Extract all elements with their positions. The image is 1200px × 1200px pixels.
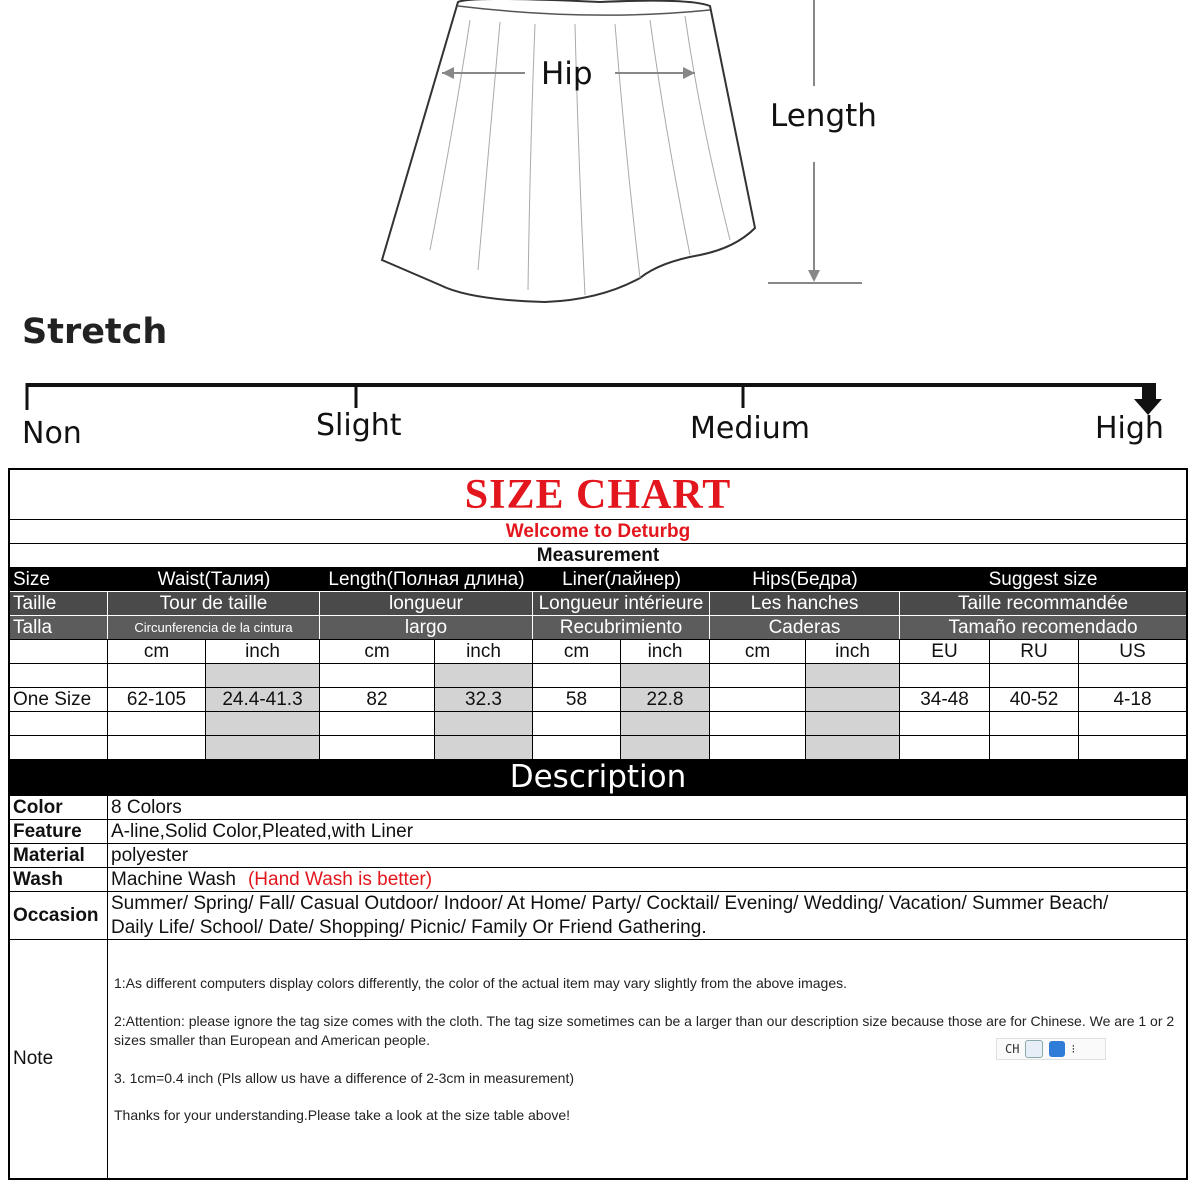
header-size: Size <box>13 568 50 590</box>
table-row <box>10 664 1186 688</box>
header-taille: Taille <box>10 592 108 615</box>
wash-label: Wash <box>10 868 108 891</box>
skirt-illustration <box>0 0 1200 310</box>
header-caderas: Caderas <box>710 616 900 639</box>
measurement-label: Measurement <box>10 544 1186 568</box>
ime-language-label[interactable]: CH <box>1005 1042 1020 1056</box>
chart-title: SIZE CHART <box>10 470 1186 520</box>
unit-cell: US <box>1119 640 1146 662</box>
description-row-occasion <box>10 892 1186 940</box>
description-row-color <box>10 796 1186 820</box>
occasion-line-1: Summer/ Spring/ Fall/ Casual Outdoor/ Indoor/ At Home/ Party/ Cocktail/ Evening/ Wedding/ Vacation/ Summer Beach/ <box>111 892 1109 914</box>
header-waist: Waist(Талия) <box>157 568 271 590</box>
units-row <box>10 640 1186 664</box>
unit-cell: inch <box>435 640 533 663</box>
stretch-high: High <box>1095 411 1164 446</box>
hips-inch <box>806 688 900 711</box>
unit-cell: inch <box>206 640 320 663</box>
feature-label: Feature <box>10 820 108 843</box>
header-row-french <box>10 592 1186 616</box>
occasion-cell <box>108 892 1186 939</box>
description-header: Description <box>10 760 1186 796</box>
size-value: One Size <box>10 688 108 711</box>
color-value: 8 Colors <box>111 796 182 818</box>
stretch-medium: Medium <box>690 411 810 446</box>
waist-cm: 62-105 <box>108 688 206 711</box>
table-row <box>10 736 1186 760</box>
unit-cell: cm <box>533 640 621 663</box>
occasion-label: Occasion <box>10 892 108 939</box>
material-value: polyester <box>111 844 189 866</box>
waist-inch: 24.4-41.3 <box>206 688 320 711</box>
liner-inch: 22.8 <box>621 688 710 711</box>
ime-toolbar[interactable] <box>996 1038 1106 1060</box>
liner-cm: 58 <box>533 688 621 711</box>
header-largo: largo <box>320 616 533 639</box>
note-line-4: Thanks for your understanding.Please take a look at the size table above! <box>114 1107 571 1123</box>
unit-cell: cm <box>320 640 435 663</box>
color-label: Color <box>10 796 108 819</box>
note-line-1: 1:As different computers display colors differently, the color of the actual item may vary slightly from the above images. <box>114 975 848 991</box>
header-longueur: longueur <box>320 592 533 615</box>
feature-value: A-line,Solid Color,Pleated,with Liner <box>111 820 414 842</box>
hips-cm <box>710 688 806 711</box>
stretch-title: Stretch <box>22 312 168 352</box>
header-suggest: Suggest size <box>988 568 1098 590</box>
description-row-material <box>10 844 1186 868</box>
unit-cell: EU <box>900 640 990 663</box>
note-line-3: 3. 1cm=0.4 inch (Pls allow us have a difference of 2-3cm in measurement) <box>114 1070 575 1086</box>
description-row-wash <box>10 868 1186 892</box>
table-row <box>10 712 1186 736</box>
length-label: Length <box>770 98 877 134</box>
header-les-hanches: Les hanches <box>710 592 900 615</box>
unit-cell: inch <box>621 640 710 663</box>
length-cm: 82 <box>320 688 435 711</box>
header-tamano: Tamaño recomendado <box>948 616 1138 638</box>
header-row-english <box>10 568 1186 592</box>
skirt-outline <box>382 0 755 302</box>
length-inch: 32.3 <box>435 688 533 711</box>
stretch-non: Non <box>22 416 82 451</box>
header-recubrimiento: Recubrimiento <box>533 616 710 639</box>
note-label: Note <box>10 940 108 1178</box>
header-circunferencia: Circunferencia de la cintura <box>108 616 320 639</box>
chevron-down-icon[interactable]: ⁝ <box>1071 1042 1076 1056</box>
wash-value: Machine Wash <box>111 868 236 890</box>
header-hips: Hips(Бедра) <box>752 568 858 590</box>
us-size: 4-18 <box>1113 688 1152 710</box>
wash-cell <box>108 868 1186 891</box>
note-line-2: 2:Attention: please ignore the tag size comes with the cloth. The tag size sometimes can be a larger than our description size because those are for Chinese. We are 1 or 2 sizes smaller than European and American people. <box>114 1013 1175 1048</box>
ru-size: 40-52 <box>990 688 1079 711</box>
unit-cell: cm <box>108 640 206 663</box>
header-length: Length(Полная длина) <box>328 568 525 590</box>
wash-note: (Hand Wash is better) <box>247 868 433 890</box>
stretch-scale <box>0 370 1200 460</box>
unit-cell: RU <box>990 640 1079 663</box>
hip-label: Hip <box>541 56 593 92</box>
occasion-line-2: Daily Life/ School/ Date/ Shopping/ Picnic/ Family Or Friend Gathering. <box>111 916 707 938</box>
material-label: Material <box>10 844 108 867</box>
description-row-feature <box>10 820 1186 844</box>
stretch-slight: Slight <box>316 408 402 443</box>
table-row-one-size <box>10 688 1186 712</box>
header-tour-de-taille: Tour de taille <box>108 592 320 615</box>
header-talla: Talla <box>10 616 108 639</box>
eu-size: 34-48 <box>900 688 990 711</box>
clipboard-icon[interactable] <box>1025 1040 1043 1058</box>
unit-cell: cm <box>710 640 806 663</box>
header-row-spanish <box>10 616 1186 640</box>
header-longueur-interieure: Longueur intérieure <box>533 592 710 615</box>
list-icon[interactable] <box>1049 1041 1065 1057</box>
unit-cell: inch <box>806 640 900 663</box>
header-liner: Liner(лайнер) <box>562 568 681 590</box>
welcome-text: Welcome to Deturbg <box>10 520 1186 544</box>
size-chart-table <box>8 468 1188 1180</box>
header-taille-recommandee: Taille recommandée <box>957 592 1129 614</box>
